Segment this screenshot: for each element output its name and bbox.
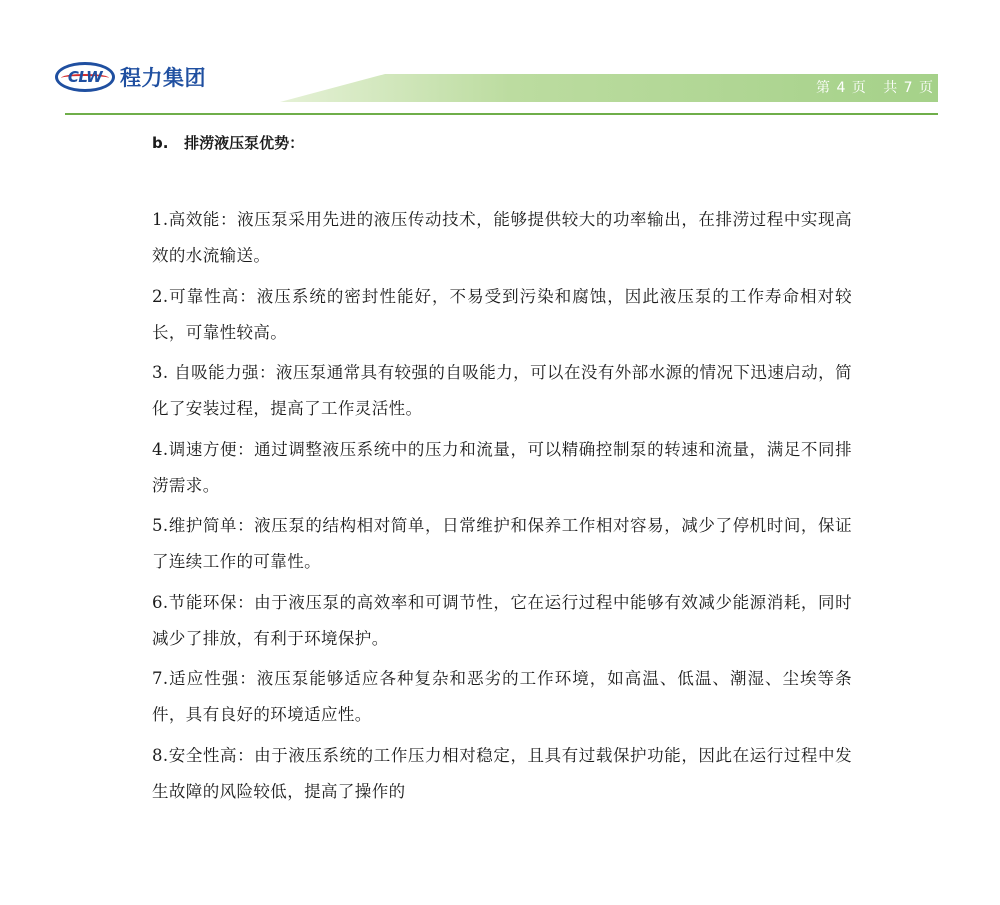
list-item: 8.安全性高：由于液压系统的工作压力相对稳定，且具有过载保护功能，因此在运行过程中发生故障的风险较低，提高了操作的 [152, 745, 852, 801]
list-item: 5.维护简单：液压泵的结构相对简单，日常维护和保养工作相对容易，减少了停机时间，保证了连续工作的可靠性。 [152, 516, 852, 571]
logo-mark: CLW [67, 68, 103, 86]
list-item: 7.适应性强：液压泵能够适应各种复杂和恶劣的工作环境，如高温、低温、潮湿、尘埃等条件，具有良好的环境适应性。 [152, 669, 852, 724]
list-item: 3. 自吸能力强：液压泵通常具有较强的自吸能力，可以在没有外部水源的情况下迅速启动，简化了安装过程，提高了工作灵活性。 [152, 363, 852, 418]
company-name: 程力集团 [120, 66, 206, 90]
list-item: 2.可靠性高：液压系统的密封性能好，不易受到污染和腐蚀，因此液压泵的工作寿命相对较长，可靠性较高。 [152, 286, 852, 342]
list-item: 1.高效能：液压泵采用先进的液压传动技术，能够提供较大的功率输出，在排涝过程中实现高效的水流输送。 [152, 210, 852, 265]
header-divider [65, 113, 938, 115]
section-subtitle: b. 排涝液压泵优势： [152, 134, 305, 152]
list-item: 6.节能环保：由于液压泵的高效率和可调节性，它在运行过程中能够有效减少能源消耗，同时减少了排放，有利于环境保护。 [152, 592, 852, 648]
list-item: 4.调速方便：通过调整液压系统中的压力和流量，可以精确控制泵的转速和流量，满足不同排涝需求。 [152, 439, 852, 495]
company-logo [55, 62, 206, 92]
page-header [0, 0, 1000, 120]
page-indicator: 第 4 页 共 7 页 [816, 80, 934, 96]
advantages-list [152, 202, 852, 814]
clw-logo-icon [55, 62, 115, 92]
